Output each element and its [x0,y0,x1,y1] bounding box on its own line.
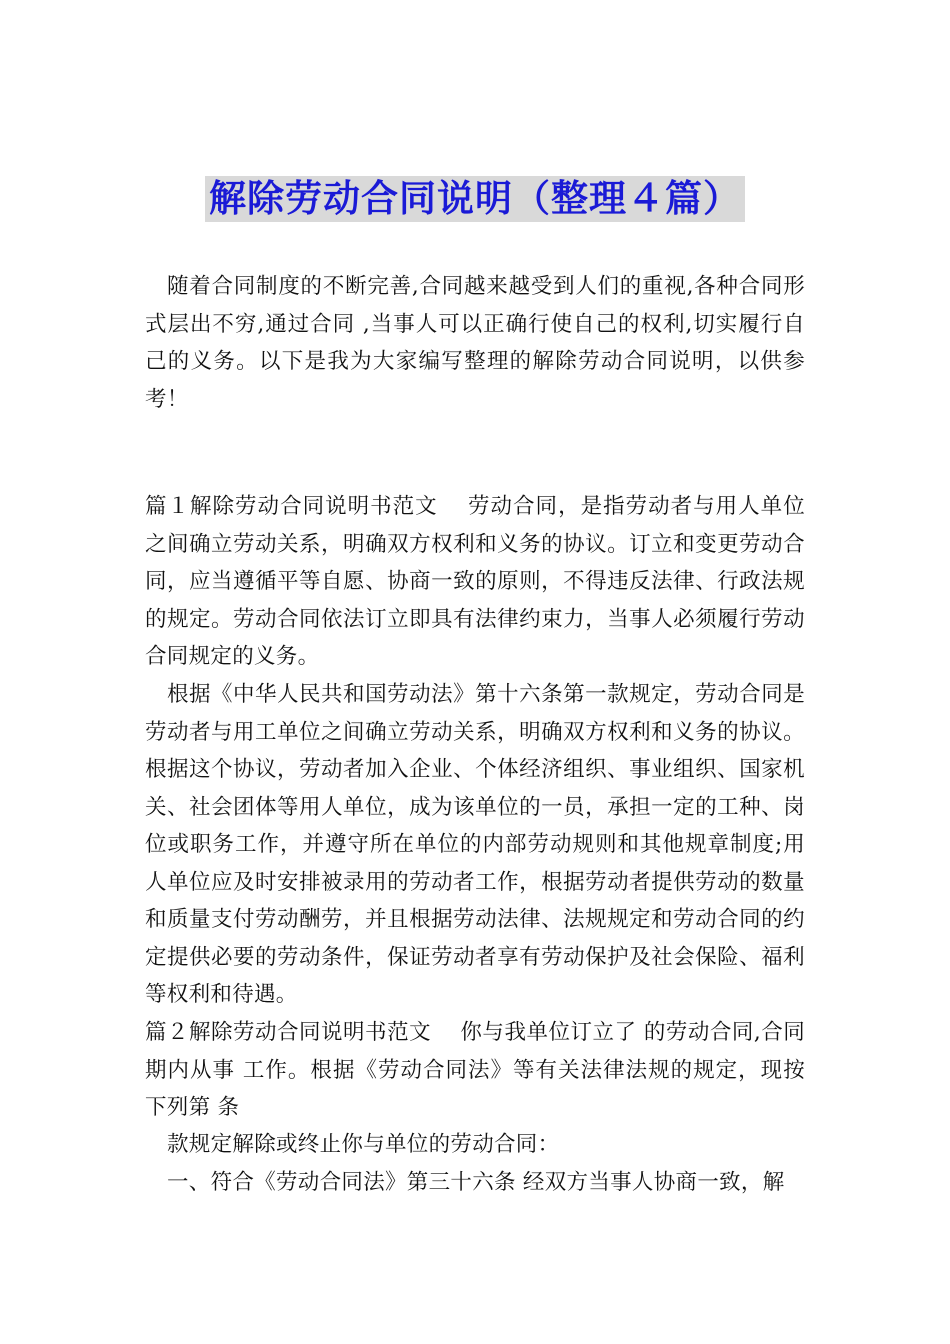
paragraph-item-1: 一、符合《劳动合同法》第三十六条 经双方当事人协商一致，解 [167,1170,785,1195]
title-container [0,176,950,222]
paragraph-labor-law: 根据《中华人民共和国劳动法》第十六条第一款规定，劳动合同是劳动者与用工单位之间确立劳动关系，明确双方权利和义务的协议。根据这个协议，劳动者加入企业、个体经济组织、事业组织、国家机关、社会团体等用人单位，成为该单位的一员，承担一定的工种、岗位或职务工作，并遵守所在单位的内部劳动规则和其他规章制度;用人单位应及时安排被录用的劳动者工作，根据劳动者提供劳动的数量和质量支付劳动酬劳，并且根据劳动法律、法规规定和劳动合同的约定提供必要的劳动条件，保证劳动者享有劳动保护及社会保险、福利等权利和待遇。 [145,682,805,1007]
intro-paragraph: 随着合同制度的不断完善,合同越来越受到人们的重视,各种合同形式层出不穷,通过合同 ,当事人可以正确行使自己的权利,切实履行自己的义务。以下是我为大家编写整理的解除劳动合同说明，以供参考！ [145,274,805,412]
paragraph-article-1: 篇１解除劳动合同说明书范文 劳动合同，是指劳动者与用人单位之间确立劳动关系，明确双方权利和义务的协议。订立和变更劳动合同，应当遵循平等自愿、协商一致的原则，不得违反法律、行政法规的规定。劳动合同依法订立即具有法律约束力，当事人必须履行劳动合同规定的义务。 [145,494,805,669]
paragraph-termination-clause: 款规定解除或终止你与单位的劳动合同： [167,1132,560,1157]
document-title: 解除劳动合同说明（整理４篇） [205,176,745,222]
paragraph-article-2: 篇２解除劳动合同说明书范文 你与我单位订立了 的劳动合同,合同期内从事 工作。根据《劳动合同法》等有关法律法规的规定，现按下列第 条 [145,1020,805,1120]
